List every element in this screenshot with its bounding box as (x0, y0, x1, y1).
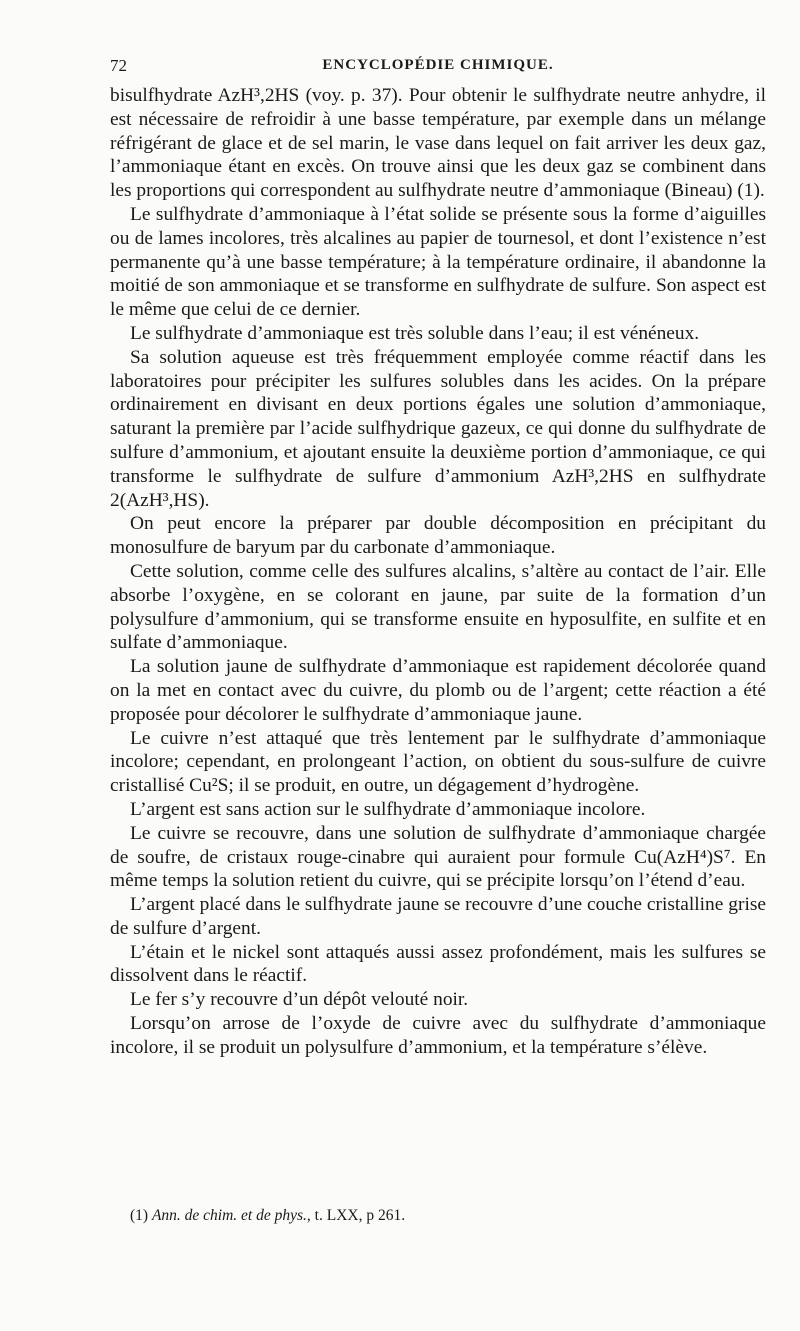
paragraph-3: Le sulfhydrate d’ammoniaque est très soluble dans l’eau; il est vénéneux. (130, 322, 700, 344)
paragraph-2: Le sulfhydrate d’ammoniaque à l’état solide se présente sous la forme d’aiguilles ou de lames incolores, très alcalines au papier de tournesol, et dont l’existence n’est permanente qu’à une basse température; à la température ordinaire, il abandonne la moitié de son ammoniaque et se transforme en sulfhydrate de sulfure. Son aspect est le même que celui de ce dernier. (110, 203, 766, 321)
footnote-source: Ann. de chim. et de phys. (151, 1207, 307, 1224)
paragraph-13: Le fer s’y recouvre d’un dépôt velouté noir. (130, 989, 469, 1011)
paragraph-4: Sa solution aqueuse est très fréquemment employée comme réactif dans les laboratoires pour précipiter les sulfures solubles dans les acides. On la prépare ordinairement en divisant en deux portions égales une solution d’ammoniaque, saturant la première par l’acide sulfhydrique gazeux, ce qui donne du sulfhydrate de sulfure d’ammonium, et ajoutant ensuite la deuxième portion d’ammoniaque, ce qui transforme le sulfhydrate de sulfure d’ammonium AzH³,2HS en sulfhydrate 2(AzH³,HS). (110, 346, 766, 511)
page-header (110, 56, 766, 82)
body-text (110, 84, 766, 1060)
paragraph-9: L’argent est sans action sur le sulfhydrate d’ammoniaque incolore. (130, 798, 646, 820)
paragraph-11: L’argent placé dans le sulfhydrate jaune se recouvre d’une couche cristalline grise de sulfure d’argent. (110, 894, 766, 939)
paragraph-1: bisulfhydrate AzH³,2HS (voy. p. 37). Pour obtenir le sulfhydrate neutre anhydre, il est nécessaire de refroidir à une basse température, par exemple dans un mélange réfrigérant de glace et de sel marin, le vase dans lequel on fait arriver les deux gaz, l’ammoniaque étant en excès. On trouve ainsi que les deux gaz se combinent dans les proportions qui correspondent au sulfhydrate neutre d’ammoniaque (Bineau) (1). (110, 85, 766, 202)
paragraph-14: Lorsqu’on arrose de l’oxyde de cuivre avec du sulfhydrate d’ammoniaque incolore, il se produit un polysulfure d’ammonium, et la température s’élève. (110, 1013, 766, 1058)
footnote-marker: (1) (130, 1207, 149, 1224)
paragraph-10: Le cuivre se recouvre, dans une solution de sulfhydrate d’ammoniaque chargée de soufre, de cristaux rouge-cinabre qui auraient pour formule Cu(AzH⁴)S⁷. En même temps la solution retient du cuivre, qui se précipite lorsqu’on l’étend d’eau. (110, 822, 766, 892)
paragraph-5: On peut encore la préparer par double décomposition en précipitant du monosulfure de baryum par du carbonate d’ammoniaque. (110, 513, 766, 559)
paragraph-8: Le cuivre n’est attaqué que très lentement par le sulfhydrate d’ammoniaque incolore; cependant, en prolongeant l’action, on obtient du sous-sulfure de cuivre cristallisé Cu²S; il se produit, en outre, un dégagement d’hydrogène. (110, 727, 766, 797)
paragraph-7: La solution jaune de sulfhydrate d’ammoniaque est rapidement décolorée quand on la met en contact avec du cuivre, du plomb ou de l’argent; cette réaction a été proposée pour décolorer le sulfhydrate d’ammoniaque jaune. (110, 656, 766, 725)
footnote (130, 1206, 760, 1226)
paragraph-6: Cette solution, comme celle des sulfures alcalins, s’altère au contact de l’air. Elle absorbe l’oxygène, en se colorant en jaune, par suite de la formation d’un polysulfure d’ammonium, qui se transforme ensuite en hyposulfite, en sulfite et en sulfate d’ammoniaque. (110, 560, 766, 654)
paragraph-12: L’étain et le nickel sont attaqués aussi assez profondément, mais les sulfures se dissolvent dans le réactif. (110, 941, 766, 987)
running-title: ENCYCLOPÉDIE CHIMIQUE. (322, 57, 554, 73)
footnote-reference: , t. LXX, p 261. (306, 1207, 406, 1224)
page-number: 72 (110, 56, 127, 75)
